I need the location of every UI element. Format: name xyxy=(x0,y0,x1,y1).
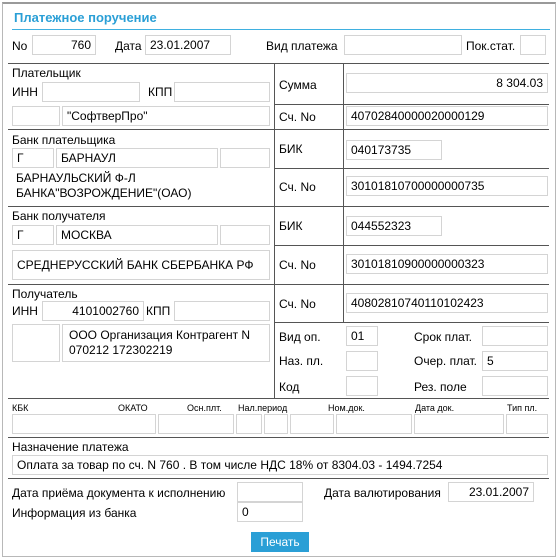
term-field[interactable] xyxy=(482,326,548,346)
payment-type-code-field[interactable] xyxy=(506,414,548,434)
code-label: Код xyxy=(279,380,300,394)
payer-account-field[interactable]: 40702840000020000129 xyxy=(346,106,548,126)
payer-bank-name xyxy=(12,169,270,203)
doc-number-label: Ном.док. xyxy=(328,403,365,413)
grid-line xyxy=(8,437,549,438)
reserve-field[interactable] xyxy=(482,376,548,396)
doc-date-label: Дата док. xyxy=(415,403,455,413)
receiver-prefix-field[interactable] xyxy=(12,324,60,362)
page-title: Платежное поручение xyxy=(14,10,157,25)
payer-kpp-label: КПП xyxy=(148,85,173,99)
reserve-label: Рез. поле xyxy=(414,380,467,394)
receiver-inn-label: ИНН xyxy=(12,304,38,318)
payer-account-label: Сч. No xyxy=(279,110,316,124)
payer-bank-name-line1: БАРНАУЛЬСКИЙ Ф-Л xyxy=(16,171,136,185)
receiver-bank-section-label: Банк получателя xyxy=(12,209,106,223)
payer-bank-section-label: Банк плательщика xyxy=(12,133,116,147)
grid-line xyxy=(8,478,549,479)
payer-inn-field[interactable] xyxy=(42,82,140,102)
payer-bank-account-field[interactable]: 30101810700000000735 xyxy=(346,176,548,196)
value-date-field[interactable]: 23.01.2007 xyxy=(448,482,534,502)
receiver-inn-field[interactable]: 4101002760 xyxy=(42,301,144,321)
payer-section-label: Плательщик xyxy=(12,66,81,80)
receiver-bank-city-field[interactable]: МОСКВА xyxy=(56,225,218,245)
receiver-name-line2: 070212 172302219 xyxy=(69,343,173,357)
kbk-field[interactable] xyxy=(12,414,156,434)
accept-date-label: Дата приёма документа к исполнению xyxy=(12,486,226,500)
receiver-section-label: Получатель xyxy=(12,287,78,301)
grid-line xyxy=(8,63,549,64)
receiver-bank-account-label: Сч. No xyxy=(279,258,316,272)
receiver-account-field[interactable]: 40802810740110102423 xyxy=(346,293,548,313)
grid-line xyxy=(274,322,549,323)
tax-period-label: Нал.период xyxy=(238,403,288,413)
purpose-code-field[interactable] xyxy=(346,351,378,371)
term-label: Срок плат. xyxy=(414,330,473,344)
payer-bik-field[interactable]: 040173735 xyxy=(346,140,442,160)
grid-line xyxy=(8,206,549,207)
doc-date-field[interactable] xyxy=(414,414,504,434)
priority-label: Очер. плат. xyxy=(414,354,478,368)
payer-name-field[interactable]: "СофтверПро" xyxy=(62,106,270,126)
grid-line xyxy=(8,398,549,399)
purpose-code-label: Наз. пл. xyxy=(279,354,324,368)
okato-label: ОКАТО xyxy=(118,403,148,413)
tax-period-field-1[interactable] xyxy=(264,414,288,434)
payer-bank-city-prefix[interactable]: Г xyxy=(12,148,54,168)
payment-type-label: Вид платежа xyxy=(266,39,338,53)
basis-label: Осн.плт. xyxy=(187,403,222,413)
grid-line xyxy=(8,284,549,285)
grid-line xyxy=(274,104,549,105)
payer-prefix-field[interactable] xyxy=(12,106,60,126)
receiver-bik-label: БИК xyxy=(279,219,303,233)
date-label: Дата xyxy=(115,39,142,53)
title-divider xyxy=(12,29,550,30)
receiver-bank-extra-field[interactable] xyxy=(220,225,270,245)
accept-date-field[interactable] xyxy=(237,482,303,502)
payer-bik-label: БИК xyxy=(279,142,303,156)
receiver-name-field[interactable] xyxy=(62,324,270,362)
value-date-label: Дата валютирования xyxy=(324,486,441,500)
number-label: No xyxy=(12,39,28,53)
payment-type-field[interactable] xyxy=(344,35,462,55)
payment-type-code-label: Тип пл. xyxy=(507,403,538,413)
payer-kpp-field[interactable] xyxy=(174,82,270,102)
doc-number-field[interactable] xyxy=(336,414,412,434)
receiver-kpp-field[interactable] xyxy=(174,301,270,321)
sum-field[interactable]: 8 304.03 xyxy=(346,73,548,93)
basis-field[interactable] xyxy=(236,414,262,434)
grid-line xyxy=(8,129,549,130)
receiver-name-line1: ООО Организация Контрагент N xyxy=(69,328,251,342)
purpose-field[interactable]: Оплата за товар по сч. N 760 . В том числе НДС 18% от 8304.03 - 1494.7254 xyxy=(12,455,548,475)
grid-line xyxy=(274,245,549,246)
receiver-bank-account-field[interactable]: 30101810900000000323 xyxy=(346,254,548,274)
grid-line xyxy=(274,168,549,169)
status-field[interactable] xyxy=(520,35,546,55)
receiver-account-label: Сч. No xyxy=(279,297,316,311)
payer-bank-city-field[interactable]: БАРНАУЛ xyxy=(56,148,218,168)
payer-bank-name-line2: БАНКА"ВОЗРОЖДЕНИЕ"(ОАО) xyxy=(16,186,192,200)
receiver-kpp-label: КПП xyxy=(146,304,171,318)
receiver-bik-field[interactable]: 044552323 xyxy=(346,216,442,236)
purpose-label: Назначение платежа xyxy=(12,440,129,454)
number-field[interactable]: 760 xyxy=(32,35,96,55)
bank-info-label: Информация из банка xyxy=(12,506,137,520)
receiver-bank-city-prefix[interactable]: Г xyxy=(12,225,54,245)
status-label: Пок.стат. xyxy=(466,39,516,53)
bank-info-field[interactable]: 0 xyxy=(237,502,303,522)
code-field[interactable] xyxy=(346,376,378,396)
okato-field[interactable] xyxy=(158,414,234,434)
sum-label: Сумма xyxy=(279,78,317,92)
op-type-label: Вид оп. xyxy=(279,330,321,344)
grid-line xyxy=(274,63,275,399)
receiver-bank-name-field[interactable]: СРЕДНЕРУССКИЙ БАНК СБЕРБАНКА РФ xyxy=(12,250,270,280)
kbk-label: КБК xyxy=(12,403,29,413)
priority-field[interactable]: 5 xyxy=(482,351,548,371)
date-field[interactable]: 23.01.2007 xyxy=(145,35,231,55)
payer-inn-label: ИНН xyxy=(12,85,38,99)
tax-period-field-2[interactable] xyxy=(290,414,334,434)
payer-bank-extra-field[interactable] xyxy=(220,148,270,168)
print-button[interactable]: Печать xyxy=(251,532,309,552)
payer-bank-account-label: Сч. No xyxy=(279,180,316,194)
op-type-field[interactable]: 01 xyxy=(346,326,378,346)
